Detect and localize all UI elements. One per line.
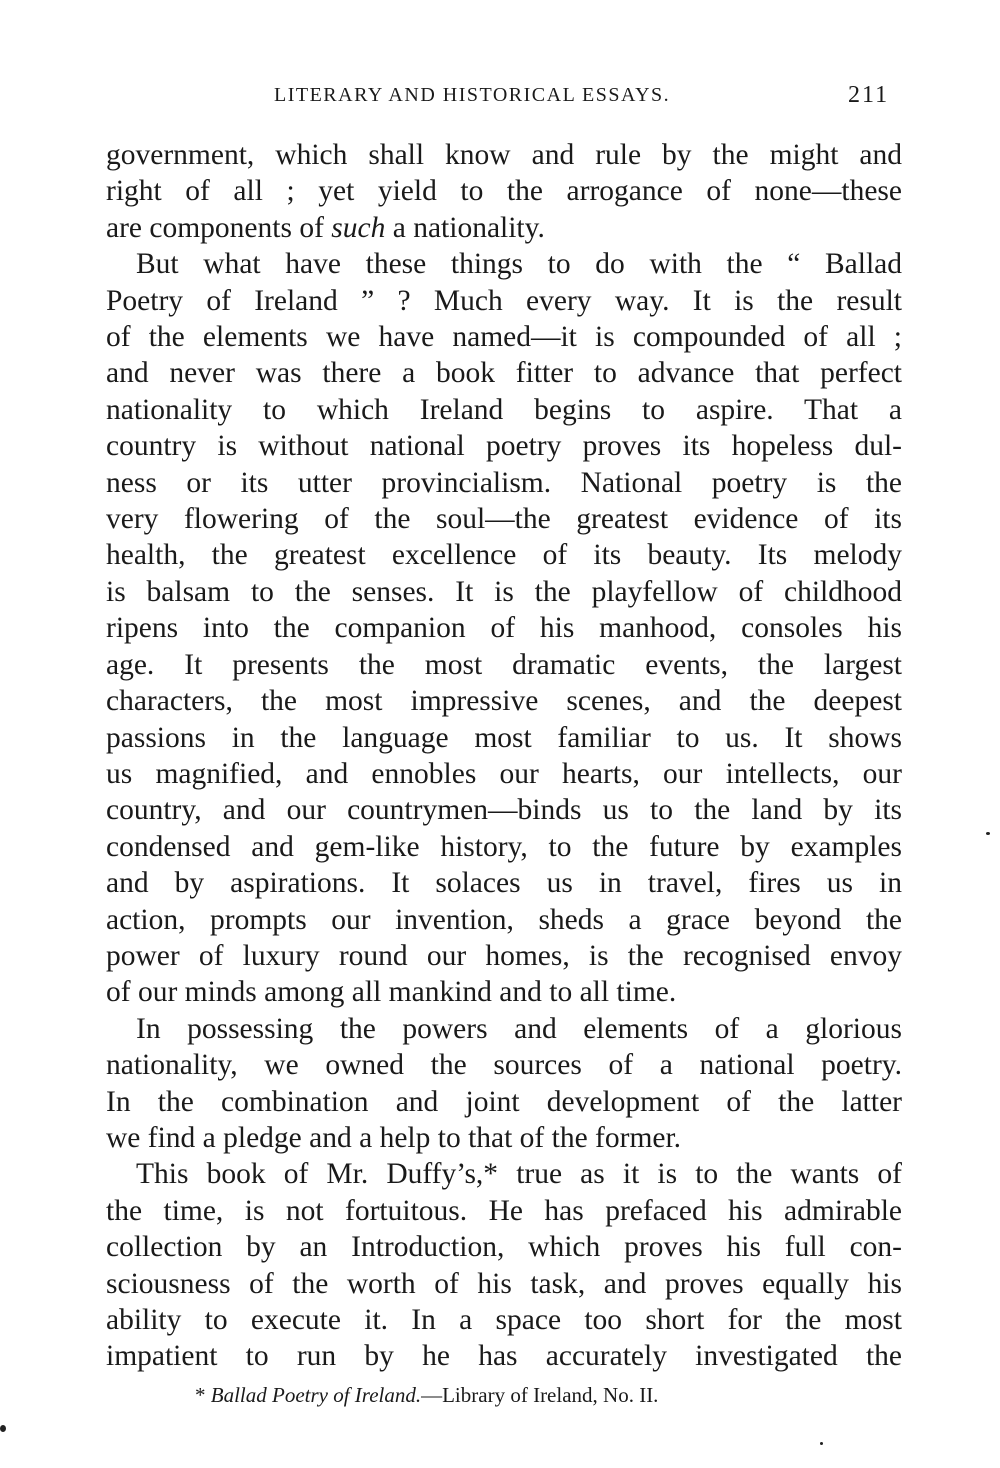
text-line: characters, the most impressive scenes, and the deepest bbox=[106, 685, 902, 718]
text-line: and by aspirations. It solaces us in travel, fires us in bbox=[106, 867, 902, 900]
text-line: ability to execute it. In a space too short for the most bbox=[106, 1304, 902, 1336]
text-line: we find a pledge and a help to that of the former. bbox=[106, 1121, 682, 1154]
italic-emphasis: such bbox=[331, 211, 386, 244]
text-line: collection by an Introduction, which proves his full con- bbox=[106, 1231, 902, 1264]
text-line: This book of Mr. Duffy’s,* true as it is to the wants of bbox=[136, 1158, 902, 1191]
body-text bbox=[106, 137, 902, 1375]
text-line: ness or its utter provincialism. National poetry is the bbox=[106, 466, 902, 499]
text-line: and never was there a book fitter to advance that perfect bbox=[106, 357, 902, 390]
text-line: In possessing the powers and elements of a glorious bbox=[136, 1012, 902, 1045]
text-line: condensed and gem-like history, to the future by examples bbox=[106, 830, 902, 863]
text-line: nationality to which Ireland begins to aspire. That a bbox=[106, 393, 902, 426]
text-line: age. It presents the most dramatic events, the largest bbox=[106, 648, 902, 681]
text-line: nationality, we owned the sources of a national poetry. bbox=[106, 1049, 902, 1082]
footnote bbox=[195, 1380, 658, 1410]
footnote-source: —Library of Ireland, No. II. bbox=[421, 1383, 659, 1407]
text-line: health, the greatest excellence of its beauty. Its melody bbox=[106, 539, 902, 572]
text-line: us magnified, and ennobles our hearts, our intellects, our bbox=[106, 757, 902, 790]
scan-speck bbox=[0, 1425, 6, 1432]
text-line: of the elements we have named—it is compounded of all ; bbox=[106, 321, 902, 354]
scan-speck bbox=[820, 1442, 823, 1445]
footnote-marker: * bbox=[195, 1383, 211, 1407]
text-line: are components of such a nationality. bbox=[106, 211, 545, 244]
footnote-title: Ballad Poetry of Ireland. bbox=[210, 1383, 422, 1407]
text-line: of our minds among all mankind and to all time. bbox=[106, 976, 677, 1009]
running-head-title: LITERARY AND HISTORICAL ESSAYS. bbox=[274, 84, 671, 106]
text-line: In the combination and joint development of the latter bbox=[106, 1085, 902, 1118]
text-line: power of luxury round our homes, is the recognised envoy bbox=[106, 939, 902, 972]
text-line: government, which shall know and rule by the might and bbox=[106, 139, 902, 171]
text-line: passions in the language most familiar to us. It shows bbox=[106, 721, 902, 754]
scan-speck bbox=[986, 832, 990, 835]
text-line: country is without national poetry proves its hopeless dul- bbox=[106, 430, 902, 463]
text-line: is balsam to the senses. It is the playfellow of childhood bbox=[106, 575, 902, 608]
text-line: action, prompts our invention, sheds a grace beyond the bbox=[106, 903, 902, 936]
text-line: Poetry of Ireland ” ? Much every way. It is the result bbox=[106, 284, 902, 317]
page-number: 211 bbox=[848, 82, 890, 108]
text-line: right of all ; yet yield to the arrogance of none—these bbox=[106, 175, 902, 208]
text-line: very flowering of the soul—the greatest evidence of its bbox=[106, 503, 902, 536]
text-line: country, and our countrymen—binds us to the land by its bbox=[106, 794, 902, 827]
text-line: But what have these things to do with the “ Ballad bbox=[136, 248, 902, 281]
text-line: sciousness of the worth of his task, and proves equally his bbox=[106, 1267, 902, 1300]
running-head bbox=[0, 78, 1000, 112]
text-line: the time, is not fortuitous. He has prefaced his admirable bbox=[106, 1194, 902, 1227]
text-line: ripens into the companion of his manhood, consoles his bbox=[106, 612, 902, 645]
text-line: impatient to run by he has accurately investigated the bbox=[106, 1340, 902, 1373]
